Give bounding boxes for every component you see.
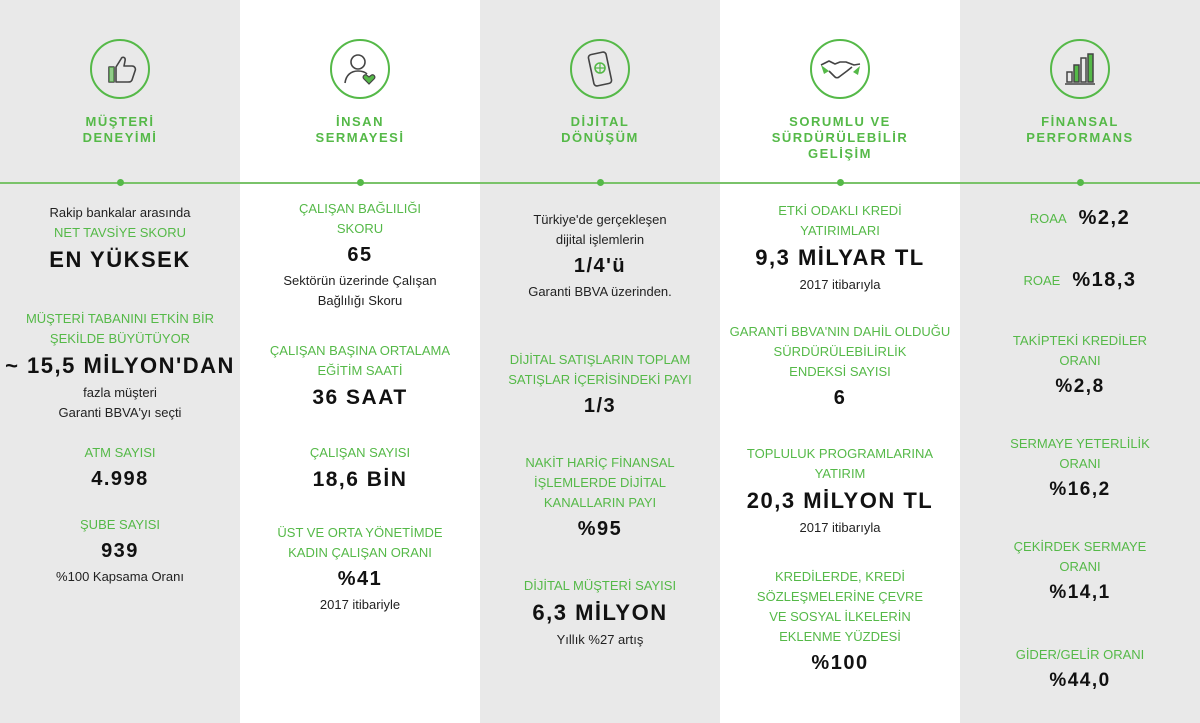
metric-label: ÇALIŞAN BAŞINA ORTALAMA: [269, 343, 451, 358]
metric-label: NET TAVSİYE SKORU: [54, 225, 186, 240]
metric-label: TOPLULUK PROGRAMLARINA: [746, 446, 934, 461]
category-title: [960, 114, 1200, 146]
metric-note: %100 Kapsama Oranı: [56, 569, 184, 584]
metric-label: YATIRIMLARI: [800, 223, 880, 238]
metric-value: EN YÜKSEK: [49, 247, 191, 272]
metric-item: [720, 322, 960, 414]
timeline-dot: [837, 179, 844, 186]
metric-value: %2,8: [1055, 376, 1105, 397]
category-title-line: PERFORMANS: [1026, 130, 1134, 145]
metric-value: 6: [833, 387, 847, 409]
metric-value: ~ 15,5 MİLYON'DAN: [5, 353, 235, 378]
category-title-line: SORUMLU VE: [789, 114, 891, 129]
metric-item: [480, 350, 720, 422]
metric-label: ÇEKİRDEK SERMAYE: [1013, 539, 1147, 554]
metric-value: 1/4'ü: [573, 255, 627, 277]
metric-label: İŞLEMLERDE DİJİTAL: [534, 475, 666, 490]
metric-label: KANALLARIN PAYI: [543, 495, 657, 510]
category-title: [720, 114, 960, 162]
metric-label: YATIRIM: [814, 466, 866, 481]
metric-item: [240, 523, 480, 615]
metric-value: 65: [347, 244, 373, 266]
metric-note: fazla müşteri: [83, 385, 157, 400]
metric-label: SÜRDÜRÜLEBİLİRLİK: [773, 344, 907, 359]
metric-label: SKORU: [336, 221, 384, 236]
column-3: [480, 0, 720, 723]
metric-note: Bağlılığı Skoru: [317, 293, 403, 308]
metric-item: [960, 645, 1200, 696]
metric-item: [960, 434, 1200, 505]
metric-value: %16,2: [1049, 479, 1111, 500]
metric-item: [480, 453, 720, 545]
category-title-line: SERMAYESİ: [315, 130, 405, 145]
metric-label: ŞUBE SAYISI: [80, 517, 160, 532]
column-2: [240, 0, 480, 723]
metric-item: [0, 515, 240, 587]
metric-item: [480, 210, 720, 302]
metric-label: SÖZLEŞMELERİNE ÇEVRE: [756, 589, 924, 604]
category-title: [480, 114, 720, 146]
metric-item: [720, 444, 960, 538]
metric-value: %2,2: [1078, 207, 1131, 229]
metric-value: 4.998: [91, 468, 149, 490]
metric-label: ŞEKİLDE BÜYÜTÜYOR: [49, 331, 191, 346]
metric-value: %95: [577, 518, 623, 540]
metric-label: EĞİTİM SAATİ: [317, 363, 403, 378]
category-title: [240, 114, 480, 146]
metric-item: [0, 443, 240, 495]
column-4: [720, 0, 960, 723]
timeline-dot: [357, 179, 364, 186]
category-title-line: MÜŞTERİ: [85, 114, 155, 129]
handshake-icon: [809, 38, 871, 100]
metric-note: Yıllık %27 artış: [556, 632, 644, 647]
metric-label: ORANI: [1059, 353, 1101, 368]
category-title-line: DENEYİMİ: [82, 130, 158, 145]
metric-intro-text: Rakip bankalar arasında: [49, 205, 191, 220]
timeline-dot: [117, 179, 124, 186]
metric-label: ÇALIŞAN BAĞLILIĞI: [298, 201, 422, 216]
timeline-dot: [1077, 179, 1084, 186]
category-title-line: GELİŞİM: [808, 146, 872, 161]
category-title-line: DİJİTAL: [570, 114, 630, 129]
metric-label: DİJİTAL SATIŞLARIN TOPLAM: [509, 352, 691, 367]
metric-value: 6,3 MİLYON: [532, 600, 668, 625]
metric-value: 36 SAAT: [312, 386, 408, 409]
metric-value: %100: [811, 652, 869, 674]
metric-label: ÜST VE ORTA YÖNETİMDE: [277, 525, 443, 540]
metric-value: %14,1: [1049, 582, 1111, 603]
timeline-dot: [597, 179, 604, 186]
metric-label: ROAE: [1023, 272, 1061, 288]
metric-intro-text: Türkiye'de gerçekleşen: [533, 212, 667, 227]
metric-value: 20,3 MİLYON TL: [746, 488, 934, 513]
person-heart-icon: [329, 38, 391, 100]
metric-item: [960, 269, 1200, 292]
metric-value: 939: [101, 540, 139, 562]
metric-note: Garanti BBVA'yı seçti: [58, 405, 182, 420]
column-5: [960, 0, 1200, 723]
column-1: [0, 0, 240, 723]
metric-value: %18,3: [1072, 269, 1137, 291]
metric-label: EKLENME YÜZDESİ: [779, 629, 901, 644]
metric-intro-text: dijital işlemlerin: [555, 232, 645, 247]
metric-label: VE SOSYAL İLKELERİN: [769, 609, 911, 624]
metric-label: KREDİLERDE, KREDİ: [774, 569, 906, 584]
metric-label: TAKİPTEKİ KREDİLER: [1012, 333, 1148, 348]
category-title-line: SÜRDÜRÜLEBİLİR: [771, 130, 909, 145]
metric-item: [720, 201, 960, 295]
metric-item: [960, 207, 1200, 230]
metric-item: [480, 576, 720, 650]
category-title: [0, 114, 240, 146]
metric-note: Garanti BBVA üzerinden.: [528, 284, 672, 299]
category-title-line: FİNANSAL: [1041, 114, 1119, 129]
metric-item: [0, 203, 240, 277]
metric-label: GİDER/GELİR ORANI: [1015, 647, 1145, 662]
metric-item: [960, 331, 1200, 402]
metric-value: %41: [337, 568, 383, 590]
metric-item: [720, 567, 960, 679]
mobile-globe-icon: [569, 38, 631, 100]
metric-item: [960, 537, 1200, 608]
metric-label: ÇALIŞAN SAYISI: [309, 445, 411, 460]
category-title-line: DÖNÜŞÜM: [561, 130, 639, 145]
metric-item: [240, 341, 480, 414]
metric-label: ORANI: [1059, 456, 1101, 471]
metric-label: GARANTİ BBVA'NIN DAHİL OLDUĞU: [729, 324, 951, 339]
metric-label: DİJİTAL MÜŞTERİ SAYISI: [523, 578, 677, 593]
metric-label: ETKİ ODAKLI KREDİ: [778, 203, 902, 218]
metric-note: 2017 itibariyle: [319, 597, 401, 612]
category-title-line: İNSAN: [336, 114, 384, 129]
metric-item: [240, 443, 480, 496]
metric-item: [240, 199, 480, 311]
metric-label: SERMAYE YETERLİLİK: [1010, 436, 1150, 451]
bar-chart-icon: [1049, 38, 1111, 100]
metric-label: ROAA: [1029, 210, 1067, 226]
metric-note: Sektörün üzerinde Çalışan: [283, 273, 437, 288]
metric-value: 1/3: [583, 395, 617, 417]
metric-label: ENDEKSİ SAYISI: [789, 364, 891, 379]
metric-value: %44,0: [1049, 670, 1111, 691]
metric-note: 2017 itibarıyla: [799, 277, 881, 292]
metric-value: 9,3 MİLYAR TL: [755, 245, 925, 270]
metric-value: 18,6 BİN: [312, 468, 408, 491]
metric-label: ATM SAYISI: [84, 445, 156, 460]
metric-item: [0, 309, 240, 423]
metric-label: ORANI: [1059, 559, 1101, 574]
metric-label: MÜŞTERİ TABANINI ETKİN BİR: [25, 311, 215, 326]
metric-label: SATIŞLAR İÇERİSİNDEKİ PAYI: [508, 372, 692, 387]
thumbs-up-icon: [89, 38, 151, 100]
metric-note: 2017 itibarıyla: [799, 520, 881, 535]
metric-label: KADIN ÇALIŞAN ORANI: [288, 545, 432, 560]
metric-label: NAKİT HARİÇ FİNANSAL: [525, 455, 675, 470]
